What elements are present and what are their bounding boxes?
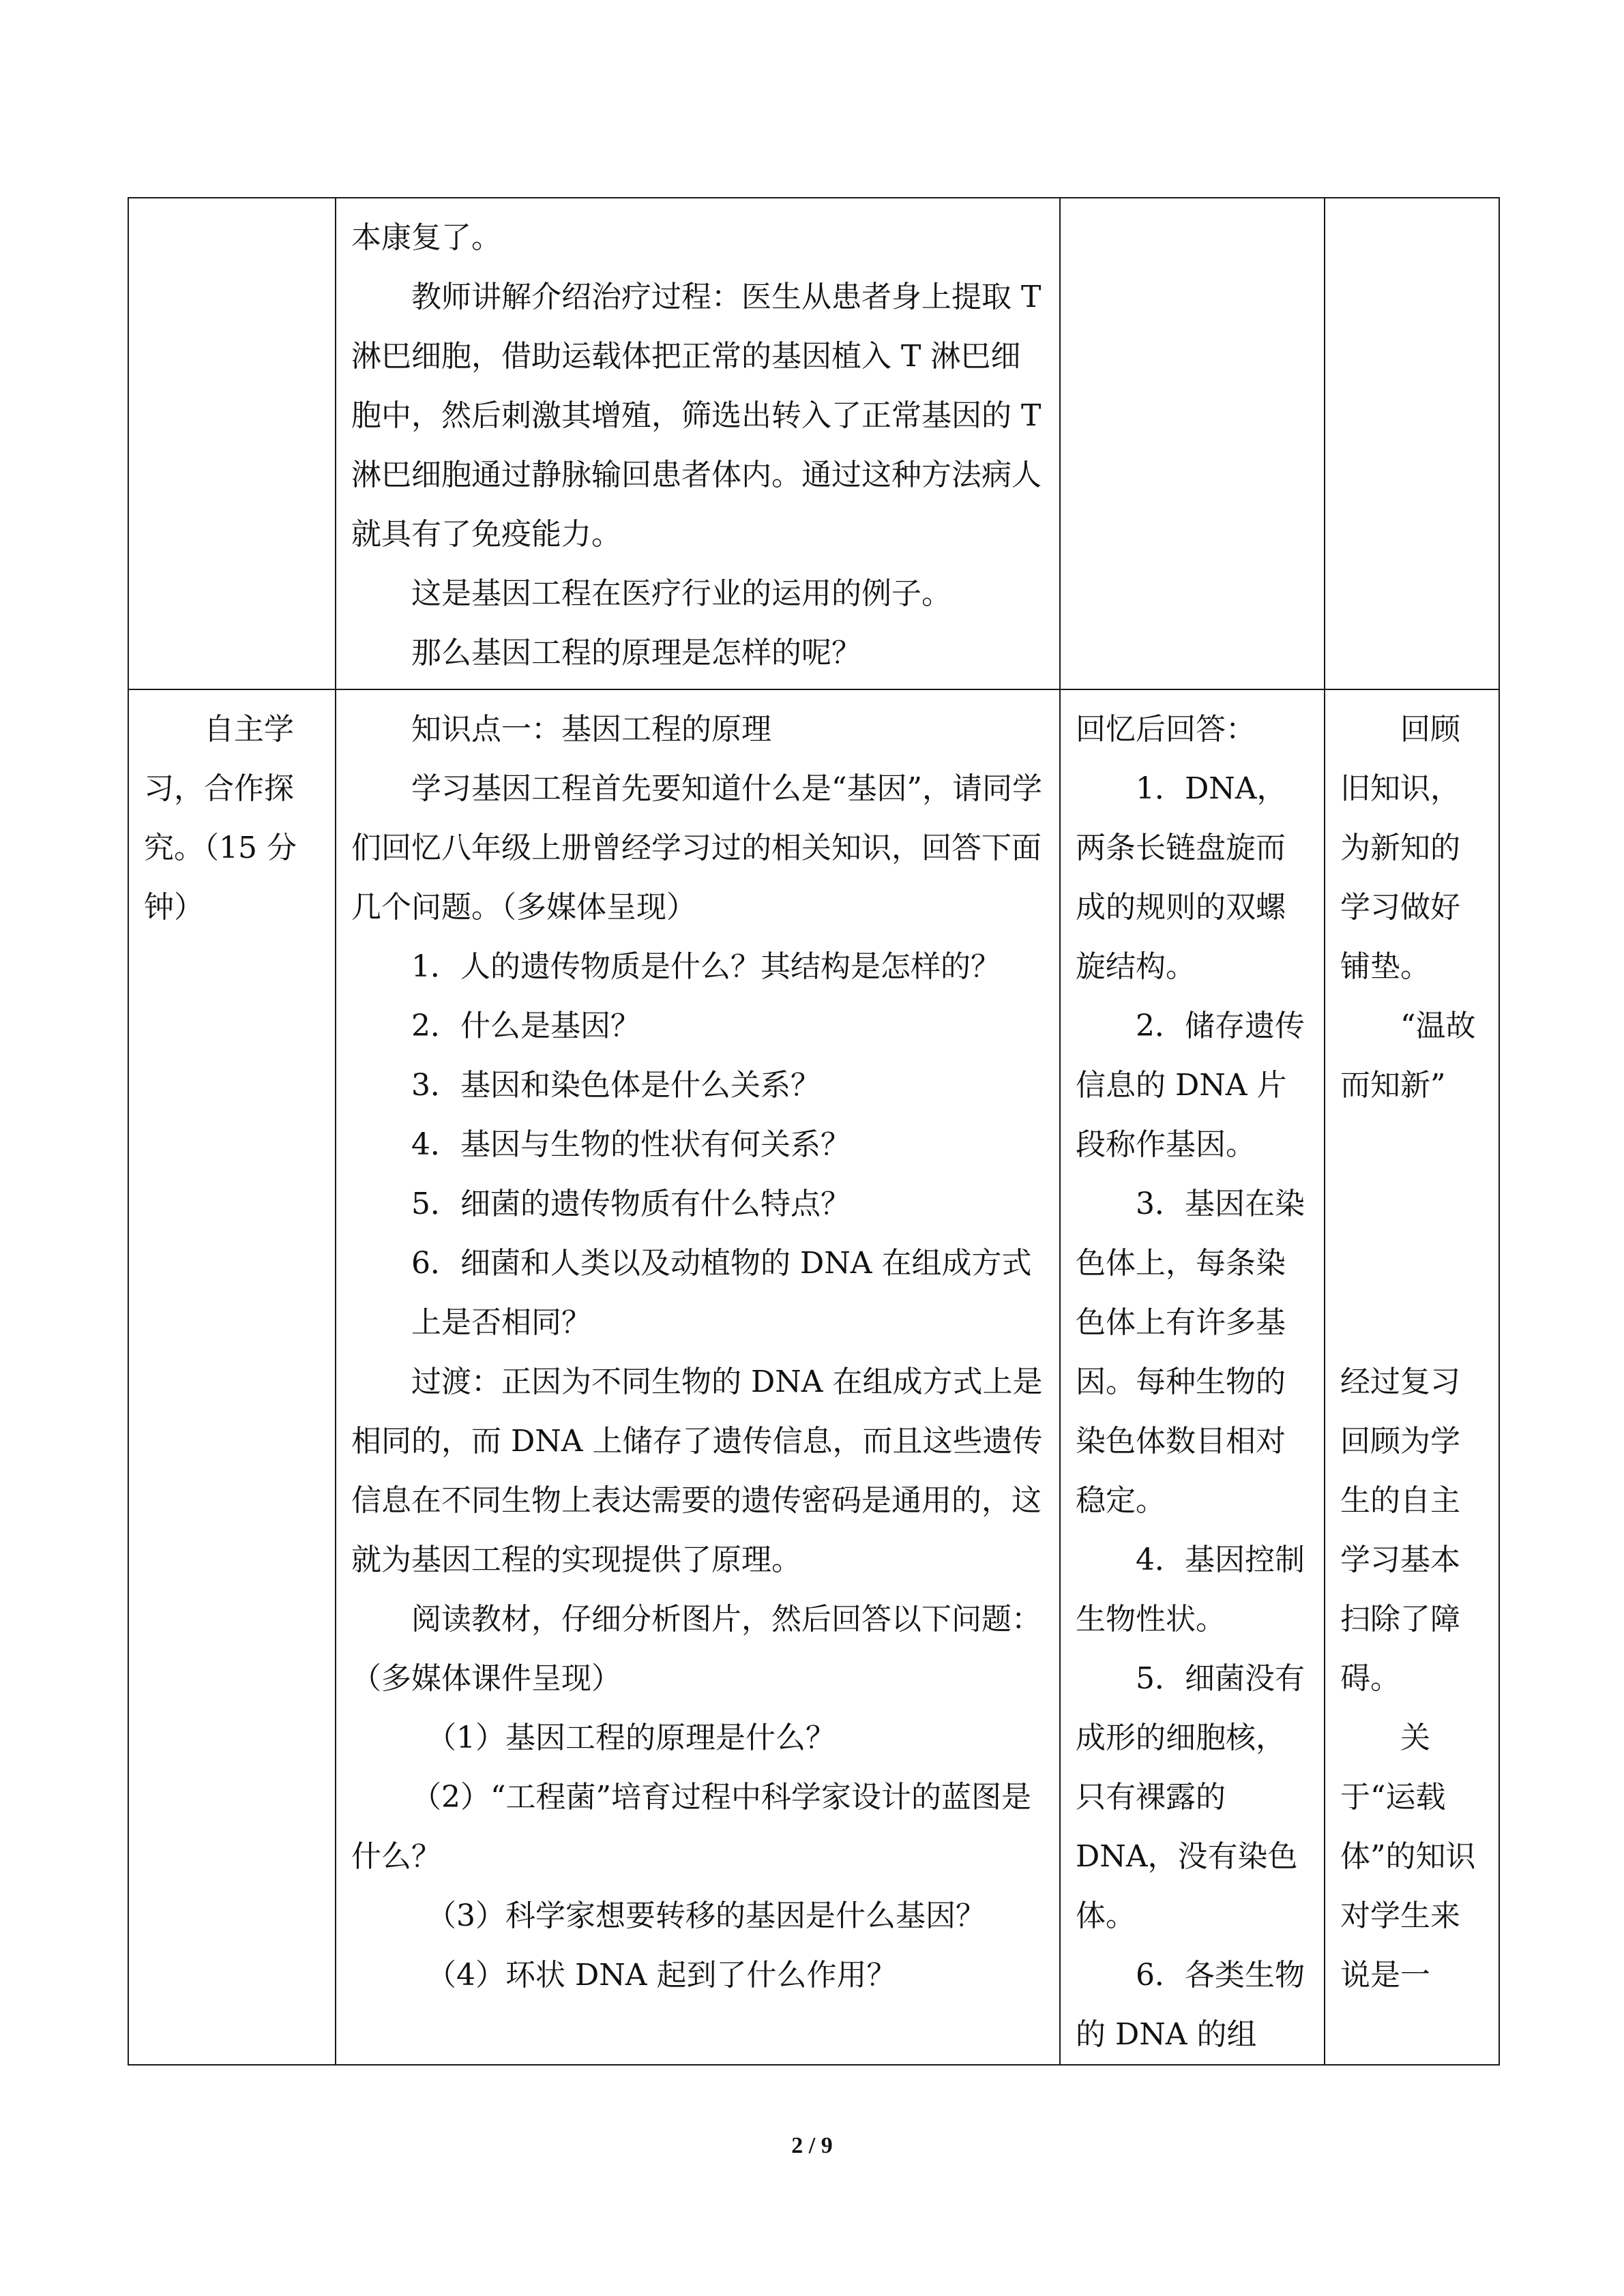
spacer (1340, 1293, 1483, 1352)
paragraph: 回忆后回答： (1076, 712, 1256, 747)
question-item: （2）“工程菌”培育过程中科学家设计的蓝图是什么？ (351, 1780, 1031, 1874)
teacher-activity-cell (336, 689, 1060, 2065)
answer-item: 4．基因控制生物性状。 (1076, 1542, 1305, 1637)
stage-cell (128, 689, 336, 2065)
paragraph: 回顾旧知识，为新知的学习做好铺垫。 (1340, 712, 1460, 984)
spacer (1340, 1174, 1483, 1234)
table-row (128, 198, 1499, 689)
answer-item: 6．各类生物的 DNA 的组 (1076, 1958, 1305, 2052)
paragraph: 本康复了。 (351, 220, 501, 255)
paragraph: “温故而知新” (1340, 1009, 1476, 1103)
question-item: 4．基因与生物的性状有何关系？ (411, 1127, 851, 1162)
table-row (128, 689, 1499, 2065)
question-item: 6．细菌和人类以及动植物的 DNA 在组成方式上是否相同？ (411, 1246, 1032, 1340)
paragraph: 关于“运载体”的知识对学生来说是一 (1340, 1720, 1476, 1993)
student-activity-cell (1060, 689, 1325, 2065)
question-item: （4）环状 DNA 起到了什么作用？ (426, 1958, 897, 1993)
question-item: 1．人的遗传物质是什么？其结构是怎样的？ (411, 949, 1001, 984)
paragraph: 经过复习回顾为学生的自主学习基本扫除了障碍。 (1340, 1365, 1460, 1696)
question-item: 5．细菌的遗传物质有什么特点？ (411, 1187, 851, 1221)
paragraph: 过渡：正因为不同生物的 DNA 在组成方式上是相同的，而 DNA 上储存了遗传信息，而且这些遗传信息在不同生物上表达需要的遗传密码是通用的，这就为基因工程的实现提供了原理。 (351, 1365, 1043, 1577)
question-item: （1）基因工程的原理是什么？ (426, 1720, 836, 1755)
question-item: 3．基因和染色体是什么关系？ (411, 1068, 821, 1103)
stage-label: 自主学习，合作探究。（15 分钟） (144, 712, 297, 925)
question-item: （3）科学家想要转移的基因是什么基因？ (426, 1898, 986, 1933)
answer-item: 5．细菌没有成形的细胞核，只有裸露的 DNA，没有染色体。 (1076, 1661, 1305, 1933)
paragraph: 学习基因工程首先要知道什么是“基因”，请同学们回忆八年级上册曾经学习过的相关知识，回答下面几个问题。（多媒体呈现） (351, 771, 1042, 925)
paragraph: 这是基因工程在医疗行业的运用的例子。 (411, 576, 951, 611)
answer-item: 1．DNA，两条长链盘旋而成的规则的双螺旋结构。 (1076, 771, 1287, 984)
answer-item: 3．基因在染色体上，每条染色体上有许多基因。每种生物的染色体数目相对稳定。 (1076, 1187, 1305, 1518)
paragraph: 知识点一：基因工程的原理 (411, 712, 771, 747)
lesson-plan-table (128, 197, 1500, 2066)
stage-cell (128, 198, 336, 689)
student-activity-cell (1060, 198, 1325, 689)
design-intent-cell (1325, 198, 1499, 689)
question-item: 2．什么是基因？ (411, 1009, 640, 1043)
design-intent-cell (1325, 689, 1499, 2065)
paragraph: 那么基因工程的原理是怎样的呢？ (411, 636, 861, 670)
paragraph: 教师讲解介绍治疗过程：医生从患者身上提取 T 淋巴细胞，借助运载体把正常的基因植入 T 淋巴细胞中，然后刺激其增殖，筛选出转入了正常基因的 T 淋巴细胞通过静脉输回患者体内。通过这种方法病人就具有了免疫能力。 (351, 280, 1042, 552)
teacher-activity-cell (336, 198, 1060, 689)
page-number: 2 / 9 (791, 2133, 833, 2158)
paragraph: 阅读教材，仔细分析图片，然后回答以下问题：（多媒体课件呈现） (351, 1602, 1042, 1696)
spacer (1340, 1234, 1483, 1293)
spacer (1340, 1115, 1483, 1174)
answer-item: 2．储存遗传信息的 DNA 片段称作基因。 (1076, 1009, 1305, 1162)
